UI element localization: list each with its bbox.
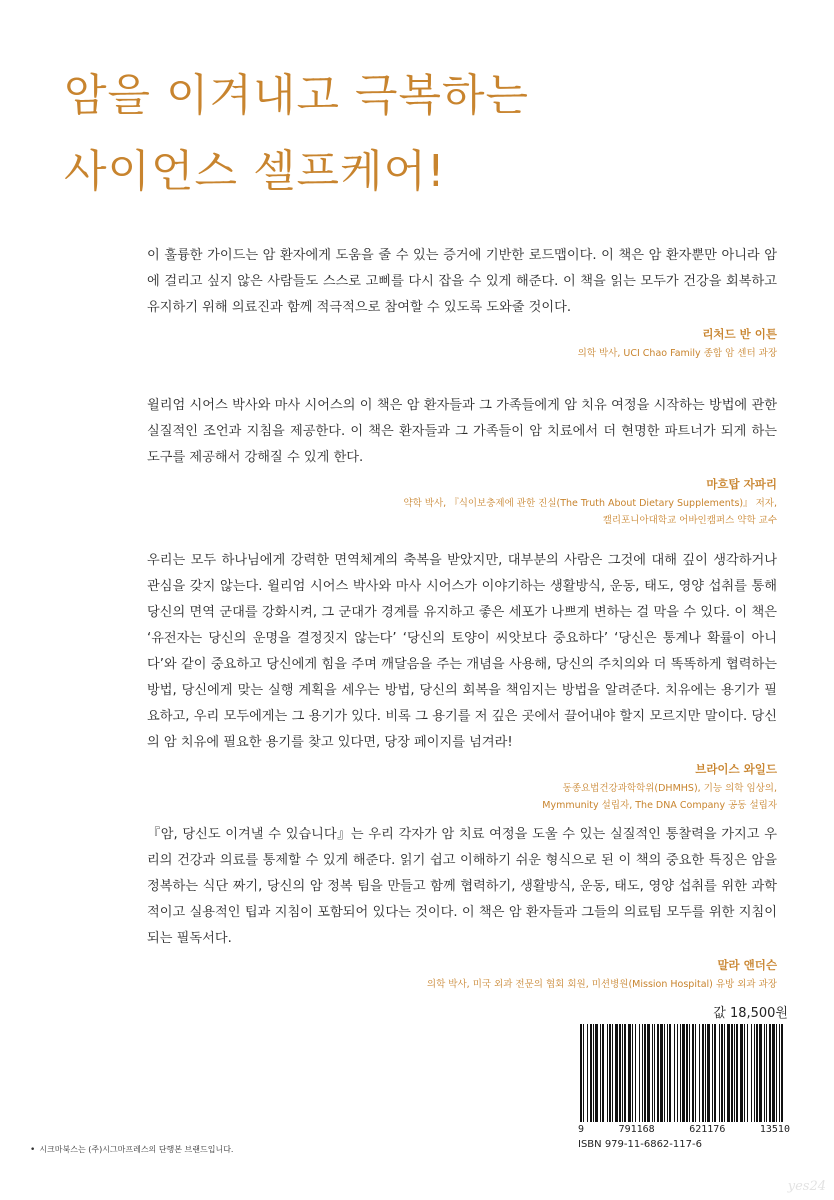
barcode-bar [639, 1024, 640, 1122]
endorsement-signature [147, 758, 777, 814]
barcode-bar [734, 1024, 735, 1122]
barcode-bar [712, 1024, 713, 1122]
isbn-number: ISBN 979-11-6862-117-6 [578, 1139, 702, 1150]
endorser-credential: 의학 박사, 미국 외과 전문의 협회 회원, 미션병원(Mission Hospital) 유방 외과 과장 [426, 979, 777, 990]
barcode-digit-group: 791168 [618, 1124, 655, 1135]
barcode-bar [660, 1024, 663, 1122]
endorser-credential: 약학 박사, 『식이보충제에 관한 진실(The Truth About Dietary Supplements)』 저자, [403, 498, 777, 509]
barcode-bar [721, 1024, 723, 1122]
endorsement-signature [147, 323, 777, 362]
headline-line-2: 사이언스 셀프케어! [64, 146, 446, 197]
endorser-name: 마흐탑 자파리 [706, 477, 777, 491]
barcode-bar [593, 1024, 594, 1122]
barcode-bar [751, 1024, 752, 1122]
endorser-credential: 동종요법건강과학학위(DHMHS), 기능 의학 임상의, [562, 783, 777, 794]
endorsement-text: 『암, 당신도 이겨낼 수 있습니다』는 우리 각자가 암 치료 여정을 도울 수 있는 실질적인 통찰력을 가지고 우리의 건강과 의료를 통제할 수 있게 해준다. 읽기 쉽고 이해하기 쉬운 형식으로 된 이 책의 중요한 특징은 암을 정복하는 식단 짜기, 당신의 암 정복 팀을 만들고 함께 협력하기, 생활방식, 운동, 태도, 영양 섭취를 위한 과학적이고 실용적인 팁과 지침이 포함되어 있다는 것이다. 이 책은 암 환자들과 그들의 의료팀 모두를 위한 지침이 되는 필독서다. [147, 827, 777, 946]
barcode-bar [781, 1024, 783, 1122]
barcode-bar [747, 1024, 748, 1122]
watermark: yes24 [787, 1179, 826, 1194]
barcode-bar [677, 1024, 678, 1122]
barcode-bar [707, 1024, 710, 1122]
endorser-credential: Mymmunity 설립자, The DNA Company 공동 설립자 [542, 800, 777, 811]
barcode-bar [652, 1024, 653, 1122]
barcode-bar [595, 1024, 598, 1122]
barcode-digit-group: 9 [578, 1124, 585, 1135]
headline-line-1: 암을 이겨내고 극복하는 [64, 70, 530, 121]
barcode-bar [615, 1024, 618, 1122]
endorsement-3 [147, 548, 777, 814]
barcode-bar [719, 1024, 720, 1122]
barcode-bar [622, 1024, 623, 1122]
endorsement-signature [147, 473, 777, 529]
headline [64, 58, 529, 210]
barcode-bar [731, 1024, 733, 1122]
barcode-bar [682, 1024, 685, 1122]
bullet-icon: • [30, 1145, 36, 1155]
barcode-bar [772, 1024, 775, 1122]
endorsement-text: 윌리엄 시어스 박사와 마사 시어스의 이 책은 암 환자들과 그 가족들에게 암 치유 여정을 시작하는 방법에 관한 실질적인 조언과 지침을 제공한다. 이 책은 환자들과 그 가족들이 암 치료에서 더 현명한 파트너가 되게 하는 도구를 제공해서 강해질 수 있게 한다. [147, 398, 777, 465]
barcode-bar [632, 1024, 633, 1122]
barcode-bar [642, 1024, 643, 1122]
barcode-bar [654, 1024, 655, 1122]
barcode-bar [619, 1024, 621, 1122]
barcode-digit-group: 621176 [689, 1124, 726, 1135]
barcode-bar [609, 1024, 611, 1122]
barcode-bar [736, 1024, 738, 1122]
barcode-bar [580, 1024, 582, 1122]
barcode-bar [602, 1024, 604, 1122]
barcode-bar [727, 1024, 730, 1122]
price-label: 값 18,500원 [713, 1006, 788, 1021]
endorser-name: 브라이스 와일드 [695, 762, 777, 776]
barcode-bar [644, 1024, 646, 1122]
endorsement-1 [147, 243, 777, 362]
barcode-bar [740, 1024, 743, 1122]
endorsement-2 [147, 393, 777, 529]
barcode-digits [578, 1124, 790, 1135]
endorser-credential: 캘리포니아대학교 어바인캠퍼스 약학 교수 [602, 515, 777, 526]
barcode-bar [612, 1024, 613, 1122]
barcode-bar [657, 1024, 659, 1122]
barcode-bar [669, 1024, 671, 1122]
barcode-bar [692, 1024, 694, 1122]
publisher-brand-note [30, 1144, 233, 1155]
barcode-bar [759, 1024, 762, 1122]
isbn-barcode [578, 1024, 790, 1150]
barcode-bar [764, 1024, 765, 1122]
endorsement-signature [147, 954, 777, 993]
barcode-bar [699, 1024, 700, 1122]
barcode-bar [702, 1024, 704, 1122]
barcode-bar [664, 1024, 665, 1122]
barcode-bar [754, 1024, 755, 1122]
barcode-bar [624, 1024, 626, 1122]
endorser-credential: 의학 박사, UCI Chao Family 종합 암 센터 과장 [577, 348, 777, 359]
barcode-bar [779, 1024, 780, 1122]
brand-note-text: 시크마북스는 (주)시그마프레스의 단행본 브랜드입니다. [39, 1145, 234, 1154]
barcode-bars [578, 1024, 790, 1122]
barcode-bar [724, 1024, 725, 1122]
barcode-bar [689, 1024, 690, 1122]
barcode-bar [695, 1024, 696, 1122]
barcode-bar [756, 1024, 758, 1122]
barcode-bar [776, 1024, 777, 1122]
endorser-name: 말라 앤더슨 [717, 958, 777, 972]
barcode-bar [600, 1024, 601, 1122]
barcode-bar [583, 1024, 584, 1122]
barcode-bar [769, 1024, 771, 1122]
barcode-bar [635, 1024, 636, 1122]
barcode-bar [607, 1024, 608, 1122]
barcode-bar [744, 1024, 745, 1122]
barcode-bar [705, 1024, 706, 1122]
endorsement-text: 우리는 모두 하나님에게 강력한 면역체계의 축복을 받았지만, 대부분의 사람은 그것에 대해 깊이 생각하거나 관심을 갖지 않는다. 윌리엄 시어스 박사와 마사 시어스가 이야기하는 생활방식, 운동, 태도, 영양 섭취를 통해 당신의 면역 군대를 강화시켜, 그 군대가 경계를 유지하고 좋은 세포가 나쁘게 변하는 걸 막을 수 있다. 이 책은 ‘유전자는 당신의 운명을 결정짓지 않는다’ ‘당신의 토양이 씨앗보다 중요하다’ ‘당신은 통계나 확률이 아니다’와 같이 중요하고 당신에게 힘을 주며 깨달음을 주는 개념을 사용해, 당신의 주치의와 더 똑똑하게 협력하는 방법, 당신에게 맞는 실행 계획을 세우는 방법, 당신의 회복을 책임지는 방법을 알려준다. 치유에는 용기가 필요하고, 우리 모두에게는 그 용기가 있다. 비록 그 용기를 저 깊은 곳에서 끌어내야 할지 모르지만 말이다. 당신의 암 치유에 필요한 용기를 찾고 있다면, 당장 페이지를 넘겨라! [147, 553, 777, 750]
barcode-bar [647, 1024, 650, 1122]
barcode-digit-group: 13510 [759, 1124, 790, 1135]
barcode-bar [667, 1024, 668, 1122]
barcode-bar [628, 1024, 631, 1122]
barcode-bar [587, 1024, 588, 1122]
barcode-bar [590, 1024, 592, 1122]
barcode-bar [674, 1024, 675, 1122]
barcode-bar [766, 1024, 767, 1122]
barcode-bar [680, 1024, 681, 1122]
endorsement-4 [147, 822, 777, 993]
barcode-bar [686, 1024, 688, 1122]
endorser-name: 리처드 반 이튼 [702, 327, 777, 341]
endorsement-text: 이 훌륭한 가이드는 암 환자에게 도움을 줄 수 있는 증거에 기반한 로드맵이다. 이 책은 암 환자뿐만 아니라 암에 걸리고 싶지 않은 사람들도 스스로 고삐를 다시 잡을 수 있게 해준다. 이 책을 읽는 모두가 건강을 회복하고 유지하기 위해 의료진과 함께 적극적으로 참여할 수 있도록 도와줄 것이다. [147, 248, 777, 315]
barcode-bar [714, 1024, 716, 1122]
